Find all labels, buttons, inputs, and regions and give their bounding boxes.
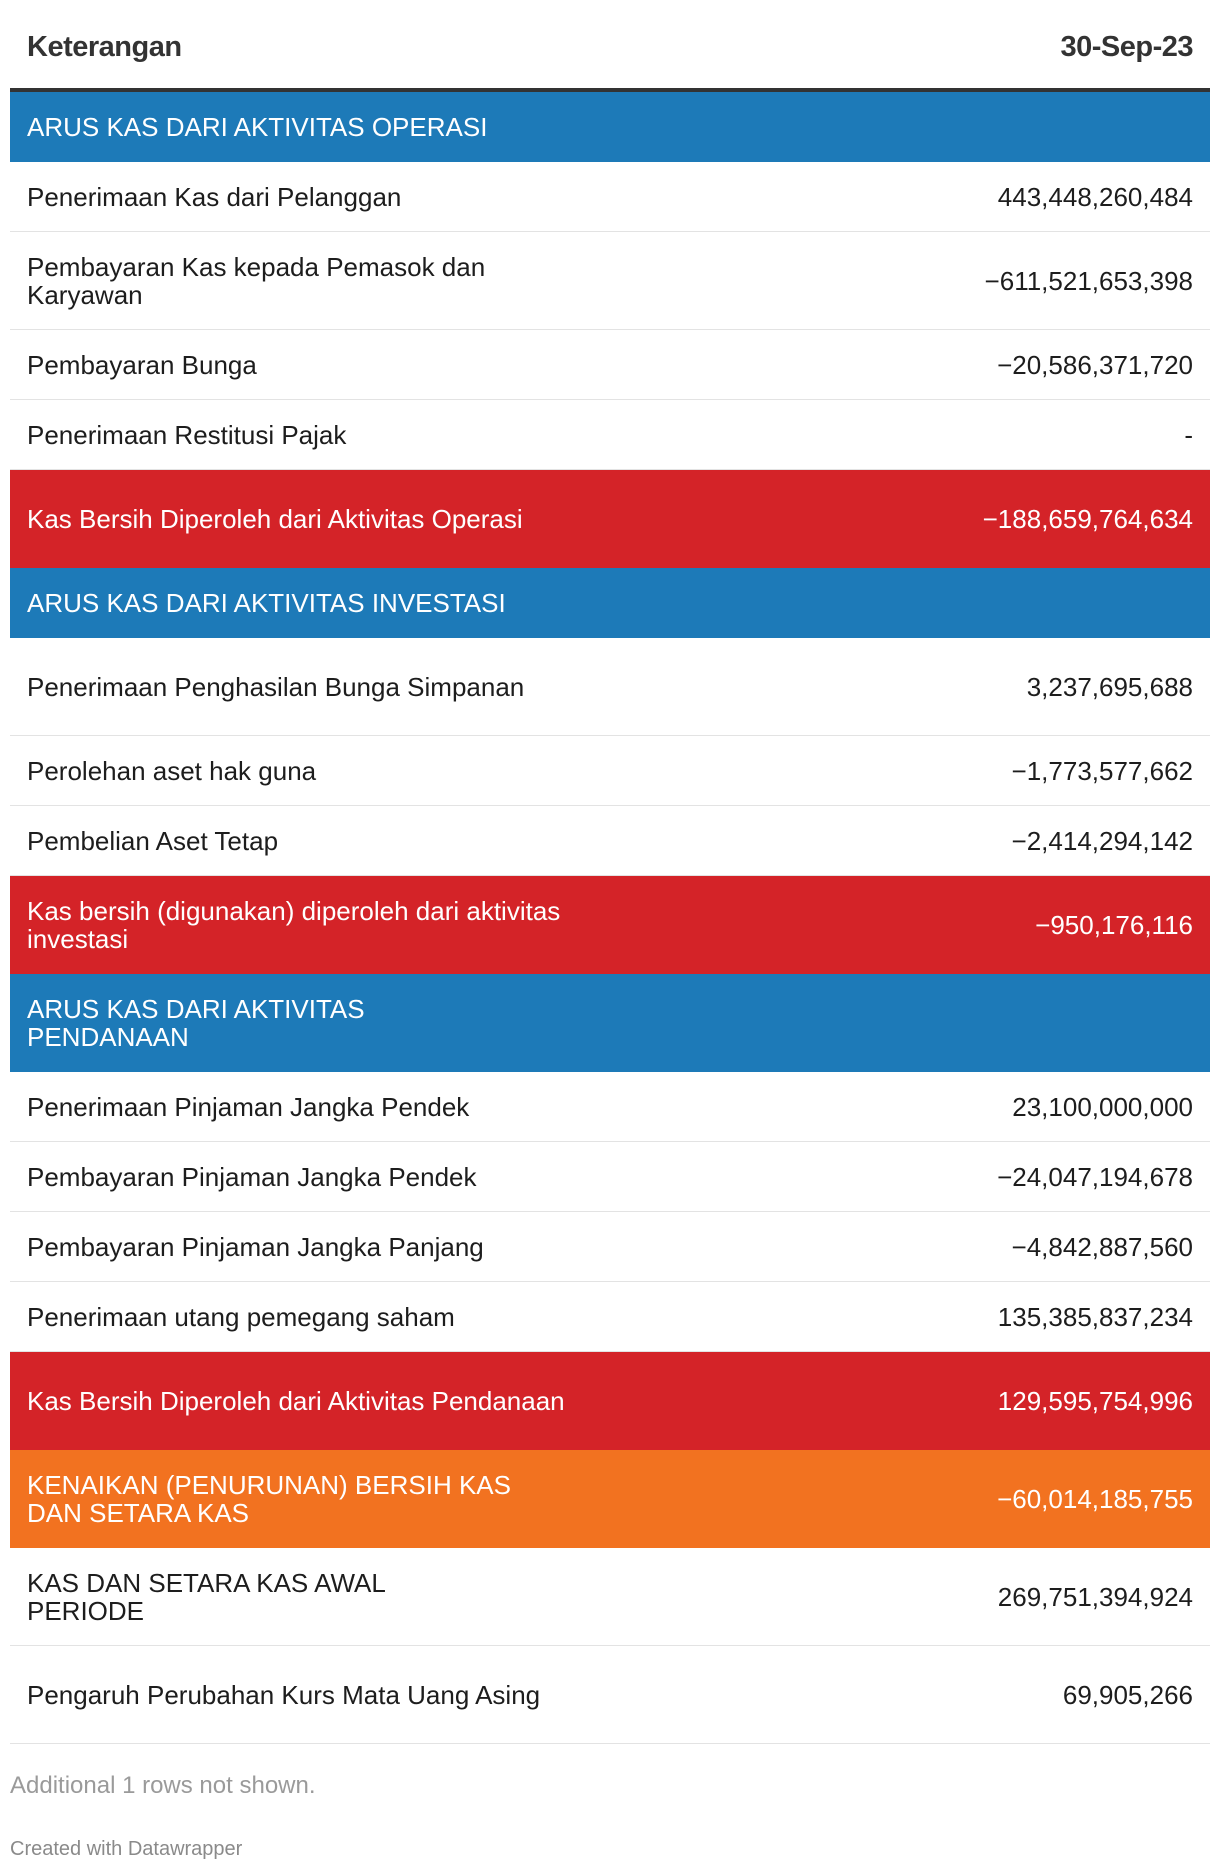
row-label: Penerimaan utang pemegang saham: [27, 1301, 455, 1332]
datawrapper-credit: Created with Datawrapper: [10, 1838, 243, 1860]
row-value: −20,586,371,720: [997, 349, 1193, 380]
row-value: −2,414,294,142: [1011, 825, 1193, 856]
table-row: [10, 736, 1210, 806]
net-change-row: [10, 1450, 1210, 1548]
row-label: Perolehan aset hak guna: [27, 755, 317, 786]
table-row: [10, 330, 1210, 400]
row-label: Pengaruh Perubahan Kurs Mata Uang Asing: [27, 1679, 541, 1710]
table-row: [10, 806, 1210, 876]
row-label: Penerimaan Penghasilan Bunga Simpanan: [27, 671, 525, 702]
row-label: Penerimaan Kas dari Pelanggan: [27, 181, 402, 212]
header-label-column: Keterangan: [27, 30, 182, 63]
table-row: [10, 1646, 1210, 1744]
subtotal-row-operasi: [10, 470, 1210, 568]
cash-flow-table: [10, 0, 1210, 1744]
row-value: −4,842,887,560: [1011, 1231, 1193, 1262]
row-value: 23,100,000,000: [1012, 1091, 1193, 1122]
row-value: −611,521,653,398: [984, 265, 1193, 296]
row-value: 129,595,754,996: [997, 1386, 1193, 1416]
row-label: Pembayaran Bunga: [27, 349, 257, 380]
row-value: −188,659,764,634: [982, 504, 1193, 534]
row-label: Pembayaran Pinjaman Jangka Pendek: [27, 1161, 477, 1192]
row-label: ARUS KAS DARI AKTIVITAS OPERASI: [27, 112, 488, 142]
table-row: [10, 638, 1210, 736]
row-label: Kas bersih (digunakan) diperoleh dari aktivitas investasi: [27, 896, 561, 954]
row-value: 269,751,394,924: [997, 1581, 1193, 1612]
row-label: Kas Bersih Diperoleh dari Aktivitas Pendanaan: [27, 1386, 565, 1416]
subtotal-row-pendanaan: [10, 1352, 1210, 1450]
table-row: [10, 1282, 1210, 1352]
row-label: KENAIKAN (PENURUNAN) BERSIH KAS DAN SETARA KAS: [27, 1470, 511, 1528]
row-label: Pembayaran Kas kepada Pemasok dan Karyawan: [27, 251, 486, 310]
row-label: Penerimaan Restitusi Pajak: [27, 419, 347, 450]
section-row-investasi: [10, 568, 1210, 638]
section-row-pendanaan: [10, 974, 1210, 1072]
section-row-operasi: [10, 92, 1210, 162]
table-row: [10, 1142, 1210, 1212]
row-value: -: [1184, 419, 1193, 450]
row-label: ARUS KAS DARI AKTIVITAS PENDANAAN: [27, 994, 365, 1052]
row-value: −950,176,116: [1035, 910, 1193, 940]
row-value: −1,773,577,662: [1011, 755, 1193, 786]
row-label: Kas Bersih Diperoleh dari Aktivitas Operasi: [27, 504, 523, 534]
row-label: ARUS KAS DARI AKTIVITAS INVESTASI: [27, 588, 506, 618]
table-row: [10, 232, 1210, 330]
table-row: [10, 1212, 1210, 1282]
table-row: [10, 162, 1210, 232]
subtotal-row-investasi: [10, 876, 1210, 974]
row-label: Pembayaran Pinjaman Jangka Panjang: [27, 1231, 484, 1262]
row-value: 443,448,260,484: [997, 181, 1193, 212]
table-row: [10, 1548, 1210, 1646]
header-value-column: 30-Sep-23: [1060, 30, 1193, 63]
row-label: KAS DAN SETARA KAS AWAL PERIODE: [27, 1567, 385, 1626]
hidden-rows-note: Additional 1 rows not shown.: [10, 1772, 316, 1799]
row-value: −24,047,194,678: [997, 1161, 1193, 1192]
row-value: 135,385,837,234: [997, 1301, 1193, 1332]
row-label: Penerimaan Pinjaman Jangka Pendek: [27, 1091, 470, 1122]
row-value: −60,014,185,755: [997, 1484, 1193, 1514]
table-header: [10, 0, 1210, 92]
table-row: [10, 400, 1210, 470]
table-row: [10, 1072, 1210, 1142]
row-value: 69,905,266: [1062, 1679, 1193, 1710]
row-label: Pembelian Aset Tetap: [27, 825, 279, 856]
row-value: 3,237,695,688: [1026, 671, 1193, 702]
